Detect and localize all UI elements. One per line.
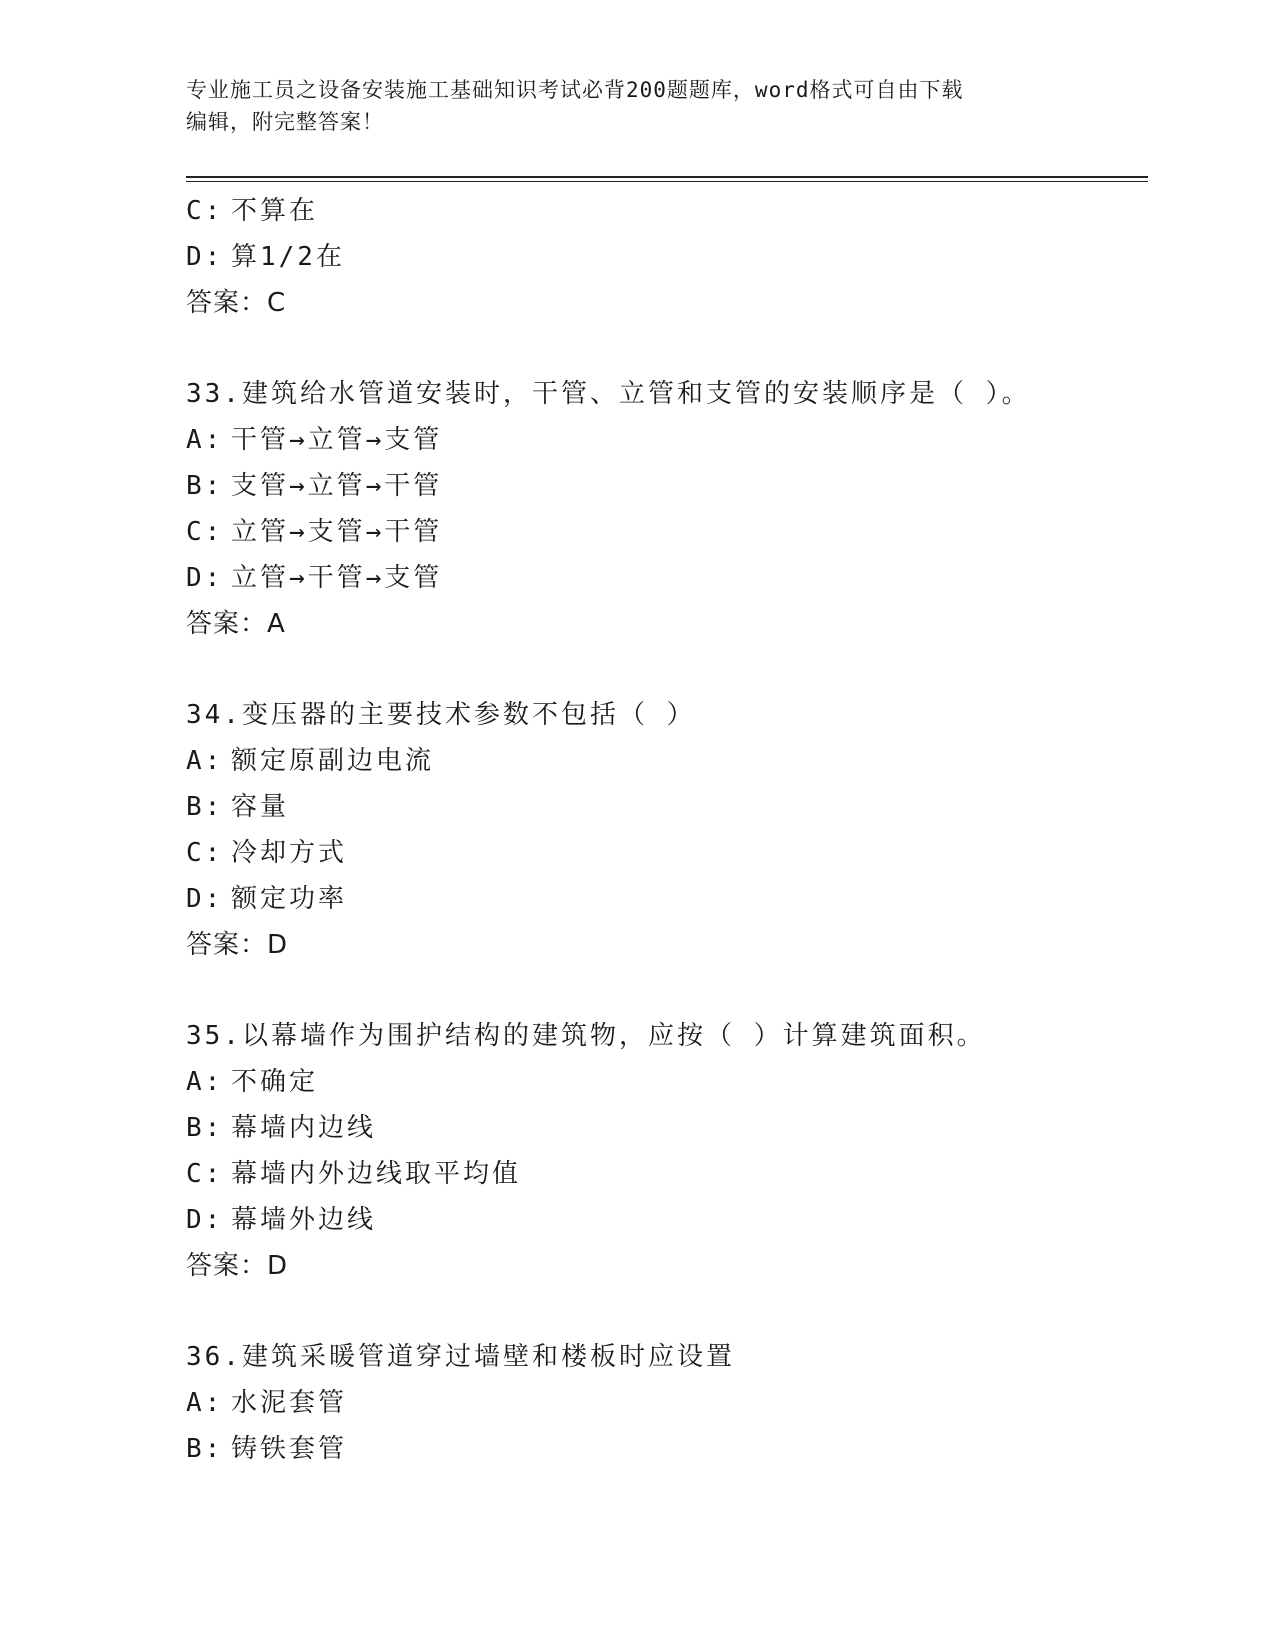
spacer	[186, 647, 1146, 692]
option-label: D:	[186, 563, 224, 593]
option-label: B:	[186, 471, 224, 501]
option-label: C:	[186, 1159, 224, 1189]
spacer	[186, 1289, 1146, 1334]
option-text: 支管→立管→干管	[231, 471, 443, 501]
option-label: B:	[186, 1113, 224, 1143]
option-row	[186, 784, 1146, 830]
option-label: B:	[186, 792, 224, 822]
option-row	[186, 555, 1146, 601]
question-list	[186, 188, 1146, 1472]
page-header	[186, 74, 1086, 138]
header-line-1: 专业施工员之设备安装施工基础知识考试必背200题题库，word格式可自由下载	[186, 78, 964, 102]
question-block	[186, 371, 1146, 647]
question-text: 36.建筑采暖管道穿过墙壁和楼板时应设置	[186, 1342, 735, 1372]
option-text: 额定功率	[231, 884, 348, 914]
option-label: A:	[186, 425, 224, 455]
question-text: 34.变压器的主要技术参数不包括（ ）	[186, 700, 696, 730]
header-divider-thin	[186, 181, 1148, 182]
option-label: C:	[186, 196, 224, 226]
option-row	[186, 417, 1146, 463]
option-row	[186, 1105, 1146, 1151]
option-row	[186, 1197, 1146, 1243]
option-label: A:	[186, 1388, 224, 1418]
question-block	[186, 692, 1146, 968]
option-text: 幕墙外边线	[231, 1205, 377, 1235]
option-text: 冷却方式	[231, 838, 348, 868]
option-text: 立管→干管→支管	[231, 563, 443, 593]
option-text: 容量	[231, 792, 290, 822]
option-text: 算1/2在	[231, 242, 345, 272]
option-label: A:	[186, 1067, 224, 1097]
option-row	[186, 1426, 1146, 1472]
option-text: 幕墙内边线	[231, 1113, 377, 1143]
header-divider-thick	[186, 176, 1148, 178]
header-line-2: 编辑，附完整答案！	[186, 110, 384, 134]
option-label: C:	[186, 517, 224, 547]
option-row	[186, 1151, 1146, 1197]
option-row	[186, 830, 1146, 876]
option-row	[186, 1059, 1146, 1105]
answer-line: 答案：C	[186, 288, 287, 318]
option-label: A:	[186, 746, 224, 776]
option-text: 铸铁套管	[231, 1434, 348, 1464]
option-row	[186, 234, 1146, 280]
question-text: 35.以幕墙作为围护结构的建筑物，应按（ ）计算建筑面积。	[186, 1021, 986, 1051]
option-row	[186, 509, 1146, 555]
option-row	[186, 1380, 1146, 1426]
spacer	[186, 326, 1146, 371]
option-text: 幕墙内外边线取平均值	[231, 1159, 522, 1189]
spacer	[186, 968, 1146, 1013]
option-text: 额定原副边电流	[231, 746, 435, 776]
option-text: 水泥套管	[231, 1388, 348, 1418]
question-block	[186, 188, 1146, 326]
question-block	[186, 1334, 1146, 1472]
answer-line: 答案：D	[186, 930, 289, 960]
option-label: D:	[186, 1205, 224, 1235]
option-text: 不算在	[231, 196, 319, 226]
option-label: C:	[186, 838, 224, 868]
option-row	[186, 463, 1146, 509]
question-block	[186, 1013, 1146, 1289]
option-row	[186, 188, 1146, 234]
option-row	[186, 876, 1146, 922]
option-text: 立管→支管→干管	[231, 517, 443, 547]
option-row	[186, 738, 1146, 784]
option-label: D:	[186, 884, 224, 914]
option-text: 不确定	[231, 1067, 319, 1097]
question-text: 33.建筑给水管道安装时，干管、立管和支管的安装顺序是（ ）。	[186, 379, 1031, 409]
option-label: D:	[186, 242, 224, 272]
option-text: 干管→立管→支管	[231, 425, 443, 455]
option-label: B:	[186, 1434, 224, 1464]
answer-line: 答案：D	[186, 1251, 289, 1281]
answer-line: 答案：A	[186, 609, 286, 639]
